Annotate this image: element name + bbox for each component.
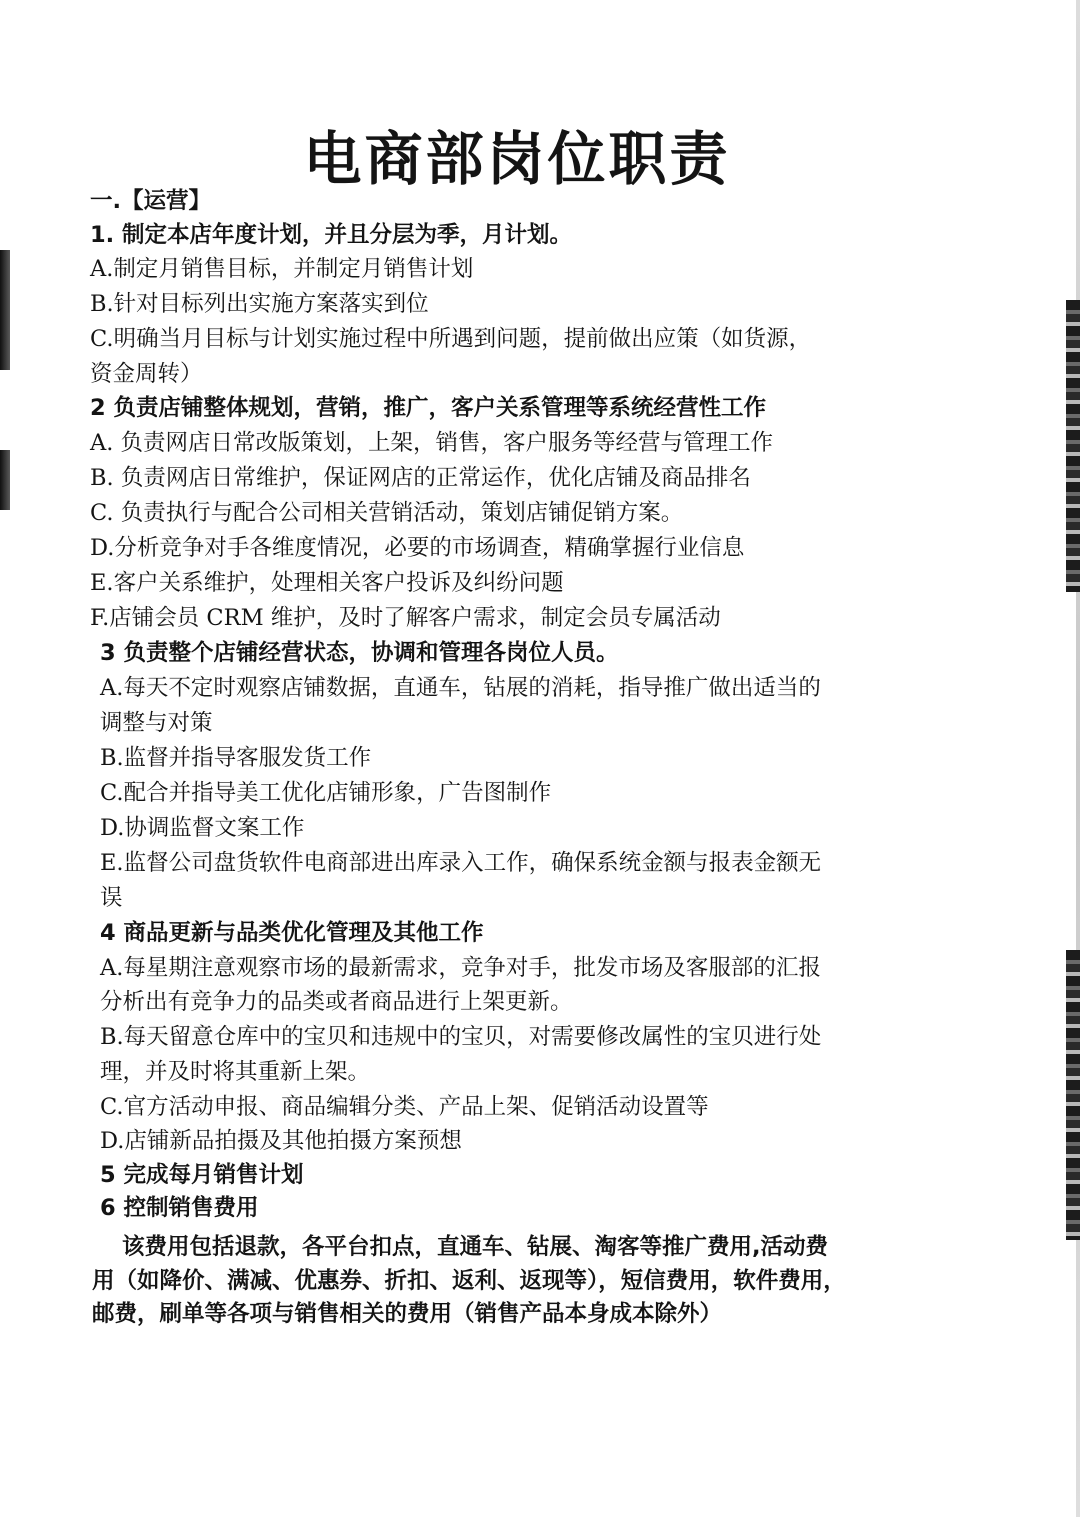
scan-edge-mark	[1066, 950, 1080, 1240]
point-heading: 6 控制销售费用	[100, 1195, 259, 1221]
list-item: 调整与对策	[100, 710, 213, 736]
list-item: A.每星期注意观察市场的最新需求，竞争对手，批发市场及客服部的汇报	[100, 955, 821, 981]
list-item: D.协调监督文案工作	[100, 815, 305, 841]
list-item: E.客户关系维护，处理相关客户投诉及纠纷问题	[90, 570, 564, 596]
paragraph-line: 该费用包括退款，各平台扣点，直通车、钻展、淘客等推广费用,活动费	[122, 1234, 829, 1260]
paragraph-line: 用（如降价、满减、优惠券、折扣、返利、返现等），短信费用，软件费用，	[92, 1268, 846, 1294]
list-item: B.针对目标列出实施方案落实到位	[90, 291, 429, 317]
list-item: C. 负责执行与配合公司相关营销活动，策划店铺促销方案。	[90, 500, 684, 526]
list-item: B. 负责网店日常维护，保证网店的正常运作，优化店铺及商品排名	[90, 465, 751, 491]
point-heading: 4 商品更新与品类优化管理及其他工作	[100, 920, 484, 946]
list-item: B.监督并指导客服发货工作	[100, 745, 372, 771]
list-item: A. 负责网店日常改版策划，上架，销售，客户服务等经营与管理工作	[90, 430, 774, 456]
point-heading: 5 完成每月销售计划	[100, 1162, 304, 1188]
document-title: 电商部岗位职责	[303, 125, 731, 193]
list-item: E.监督公司盘货软件电商部进出库录入工作，确保系统金额与报表金额无	[100, 850, 822, 876]
list-item: F.店铺会员 CRM 维护，及时了解客户需求，制定会员专属活动	[90, 605, 721, 631]
list-item: 资金周转）	[90, 361, 203, 387]
paragraph-line: 邮费，刷单等各项与销售相关的费用（销售产品本身成本除外）	[92, 1301, 723, 1327]
point-heading: 1. 制定本店年度计划，并且分层为季，月计划。	[90, 222, 573, 248]
list-item: C.配合并指导美工优化店铺形象，广告图制作	[100, 780, 552, 806]
scan-edge-mark	[0, 250, 10, 370]
point-heading: 2 负责店铺整体规划，营销，推广，客户关系管理等系统经营性工作	[90, 395, 766, 421]
list-item: C.官方活动申报、商品编辑分类、产品上架、促销活动设置等	[100, 1094, 709, 1120]
section-heading: 一.【运营】	[90, 188, 212, 214]
list-item: 分析出有竞争力的品类或者商品进行上架更新。	[100, 989, 573, 1015]
list-item: C.明确当月目标与计划实施过程中所遇到问题，提前做出应策（如货源，	[90, 326, 812, 352]
list-item: 误	[100, 885, 123, 911]
list-item: 理，并及时将其重新上架。	[100, 1059, 371, 1085]
scan-edge	[1076, 0, 1080, 1517]
scan-edge-mark	[0, 450, 10, 510]
list-item: D.店铺新品拍摄及其他拍摄方案预想	[100, 1128, 462, 1154]
list-item: B.每天留意仓库中的宝贝和违规中的宝贝，对需要修改属性的宝贝进行处	[100, 1024, 822, 1050]
point-heading: 3 负责整个店铺经营状态，协调和管理各岗位人员。	[100, 640, 619, 666]
list-item: A.每天不定时观察店铺数据，直通车，钻展的消耗，指导推广做出适当的	[100, 675, 821, 701]
scan-edge-mark	[1066, 300, 1080, 592]
list-item: D.分析竞争对手各维度情况，必要的市场调查，精确掌握行业信息	[90, 535, 745, 561]
list-item: A.制定月销售目标，并制定月销售计划	[90, 256, 474, 282]
